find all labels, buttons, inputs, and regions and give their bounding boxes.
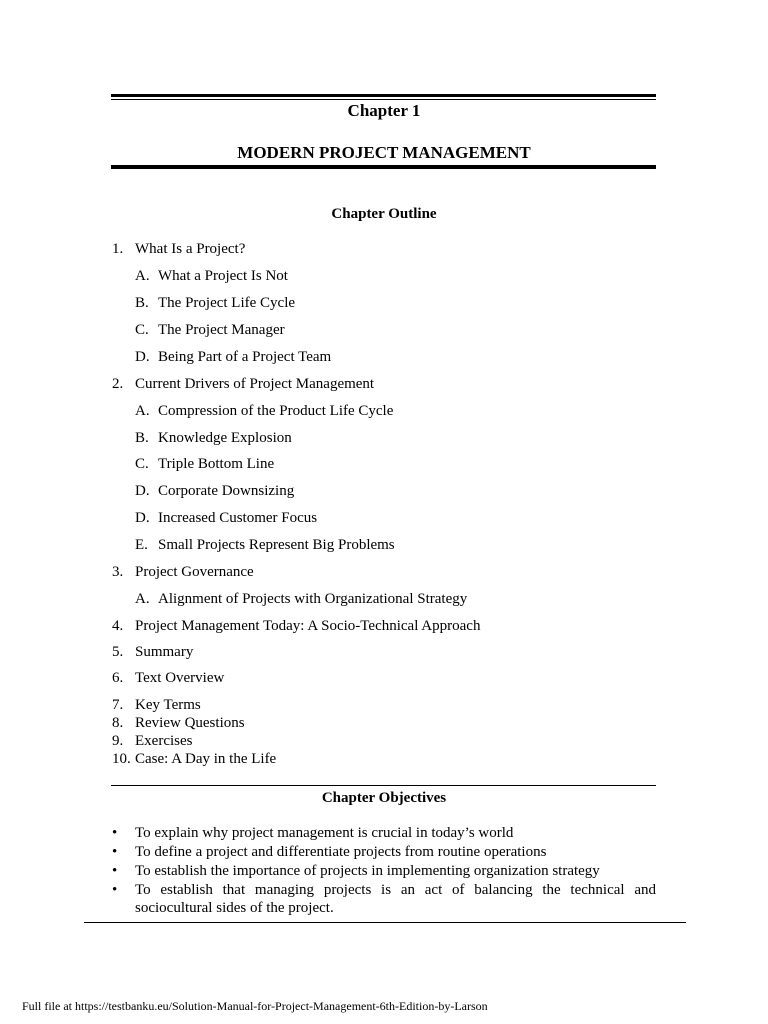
outline-item-label: Small Projects Represent Big Problems xyxy=(158,537,395,553)
objectives-rule-top xyxy=(111,785,656,786)
objectives-rule-bottom xyxy=(84,922,686,923)
outline-item-letter: D. xyxy=(135,483,150,499)
bullet-icon: • xyxy=(112,844,118,860)
outline-item-letter: A. xyxy=(135,403,150,419)
outline-item-label: Case: A Day in the Life xyxy=(135,751,277,767)
outline-item xyxy=(112,733,193,750)
outline-item-label: What a Project Is Not xyxy=(158,268,288,284)
header-rule-top-thick xyxy=(111,94,656,97)
bullet-icon: • xyxy=(112,825,118,841)
outline-item-letter: E. xyxy=(135,537,148,553)
outline-item xyxy=(112,697,201,714)
outline-item-label: Triple Bottom Line xyxy=(158,456,275,472)
outline-item-number: 9. xyxy=(112,733,124,749)
outline-item-number: 3. xyxy=(112,564,124,580)
outline-subitem xyxy=(135,268,288,285)
outline-item xyxy=(112,618,481,635)
objective-item xyxy=(112,825,656,843)
outline-item-label: The Project Manager xyxy=(158,322,285,338)
outline-item-letter: B. xyxy=(135,430,149,446)
outline-subitem xyxy=(135,430,292,447)
footer-source-note: Full file at https://testbanku.eu/Solution-Manual-for-Project-Management-6th-Edition-by-Larson xyxy=(22,999,488,1013)
outline-item-label: Knowledge Explosion xyxy=(158,430,292,446)
outline-item-number: 8. xyxy=(112,715,124,731)
header-rule-bottom xyxy=(111,165,656,169)
outline-heading: Chapter Outline xyxy=(331,206,437,222)
objectives-heading: Chapter Objectives xyxy=(321,790,447,806)
outline-subitem xyxy=(135,483,295,500)
outline-item-number: 7. xyxy=(112,697,124,713)
outline-item-letter: A. xyxy=(135,591,150,607)
objective-text: To define a project and differentiate projects from routine operations xyxy=(135,844,547,860)
outline-item-label: Summary xyxy=(135,644,194,660)
outline-item-letter: B. xyxy=(135,295,149,311)
outline-item-label: Exercises xyxy=(135,733,193,749)
outline-item-letter: C. xyxy=(135,322,149,338)
outline-item-number: 2. xyxy=(112,376,124,392)
outline-subitem xyxy=(135,403,394,420)
outline-item-label: Compression of the Product Life Cycle xyxy=(158,403,394,419)
outline-subitem xyxy=(135,537,395,554)
outline-subitem xyxy=(135,510,318,527)
outline-item-label: Project Management Today: A Socio-Technical Approach xyxy=(135,618,481,634)
outline-item-number: 1. xyxy=(112,241,124,257)
outline-item-label: Review Questions xyxy=(135,715,245,731)
outline-item-label: Being Part of a Project Team xyxy=(158,349,332,365)
outline-item xyxy=(112,670,225,687)
outline-item-label: Text Overview xyxy=(135,670,225,686)
outline-subitem xyxy=(135,295,296,312)
outline-item-letter: D. xyxy=(135,349,150,365)
outline-item-number: 6. xyxy=(112,670,124,686)
outline-item-number: 10. xyxy=(112,751,131,767)
objective-item xyxy=(112,844,656,862)
outline-subitem xyxy=(135,349,332,366)
outline-item xyxy=(112,715,245,732)
outline-item-label: Current Drivers of Project Management xyxy=(135,376,375,392)
outline-item-letter: A. xyxy=(135,268,150,284)
objective-item xyxy=(112,863,656,881)
objective-text: To establish that managing projects is an act of balancing the technical and xyxy=(135,882,656,898)
objective-text-continued: sociocultural sides of the project. xyxy=(135,900,334,916)
outline-item xyxy=(112,376,375,393)
chapter-number: Chapter 1 xyxy=(347,101,421,120)
outline-item-label: Alignment of Projects with Organizational Strategy xyxy=(158,591,468,607)
outline-item xyxy=(112,564,254,581)
outline-subitem xyxy=(135,591,468,608)
outline-item-label: The Project Life Cycle xyxy=(158,295,296,311)
outline-item-label: Key Terms xyxy=(135,697,201,713)
outline-item xyxy=(112,241,246,258)
outline-item-label: Project Governance xyxy=(135,564,254,580)
objective-text: To establish the importance of projects in implementing organization strategy xyxy=(135,863,600,879)
outline-item-number: 5. xyxy=(112,644,124,660)
outline-subitem xyxy=(135,456,275,473)
outline-item-letter: D. xyxy=(135,510,150,526)
outline-item-label: Increased Customer Focus xyxy=(158,510,318,526)
outline-item xyxy=(112,644,194,661)
outline-subitem xyxy=(135,322,285,339)
bullet-icon: • xyxy=(112,863,118,879)
outline-item-number: 4. xyxy=(112,618,124,634)
bullet-icon: • xyxy=(112,882,118,898)
header-rule-top-thin xyxy=(111,99,656,100)
outline-item xyxy=(112,751,277,768)
objective-text: To explain why project management is crucial in today’s world xyxy=(135,825,514,841)
outline-item-letter: C. xyxy=(135,456,149,472)
outline-item-label: What Is a Project? xyxy=(135,241,246,257)
chapter-title: MODERN PROJECT MANAGEMENT xyxy=(237,143,531,162)
objective-item xyxy=(112,882,656,918)
outline-item-label: Corporate Downsizing xyxy=(158,483,295,499)
